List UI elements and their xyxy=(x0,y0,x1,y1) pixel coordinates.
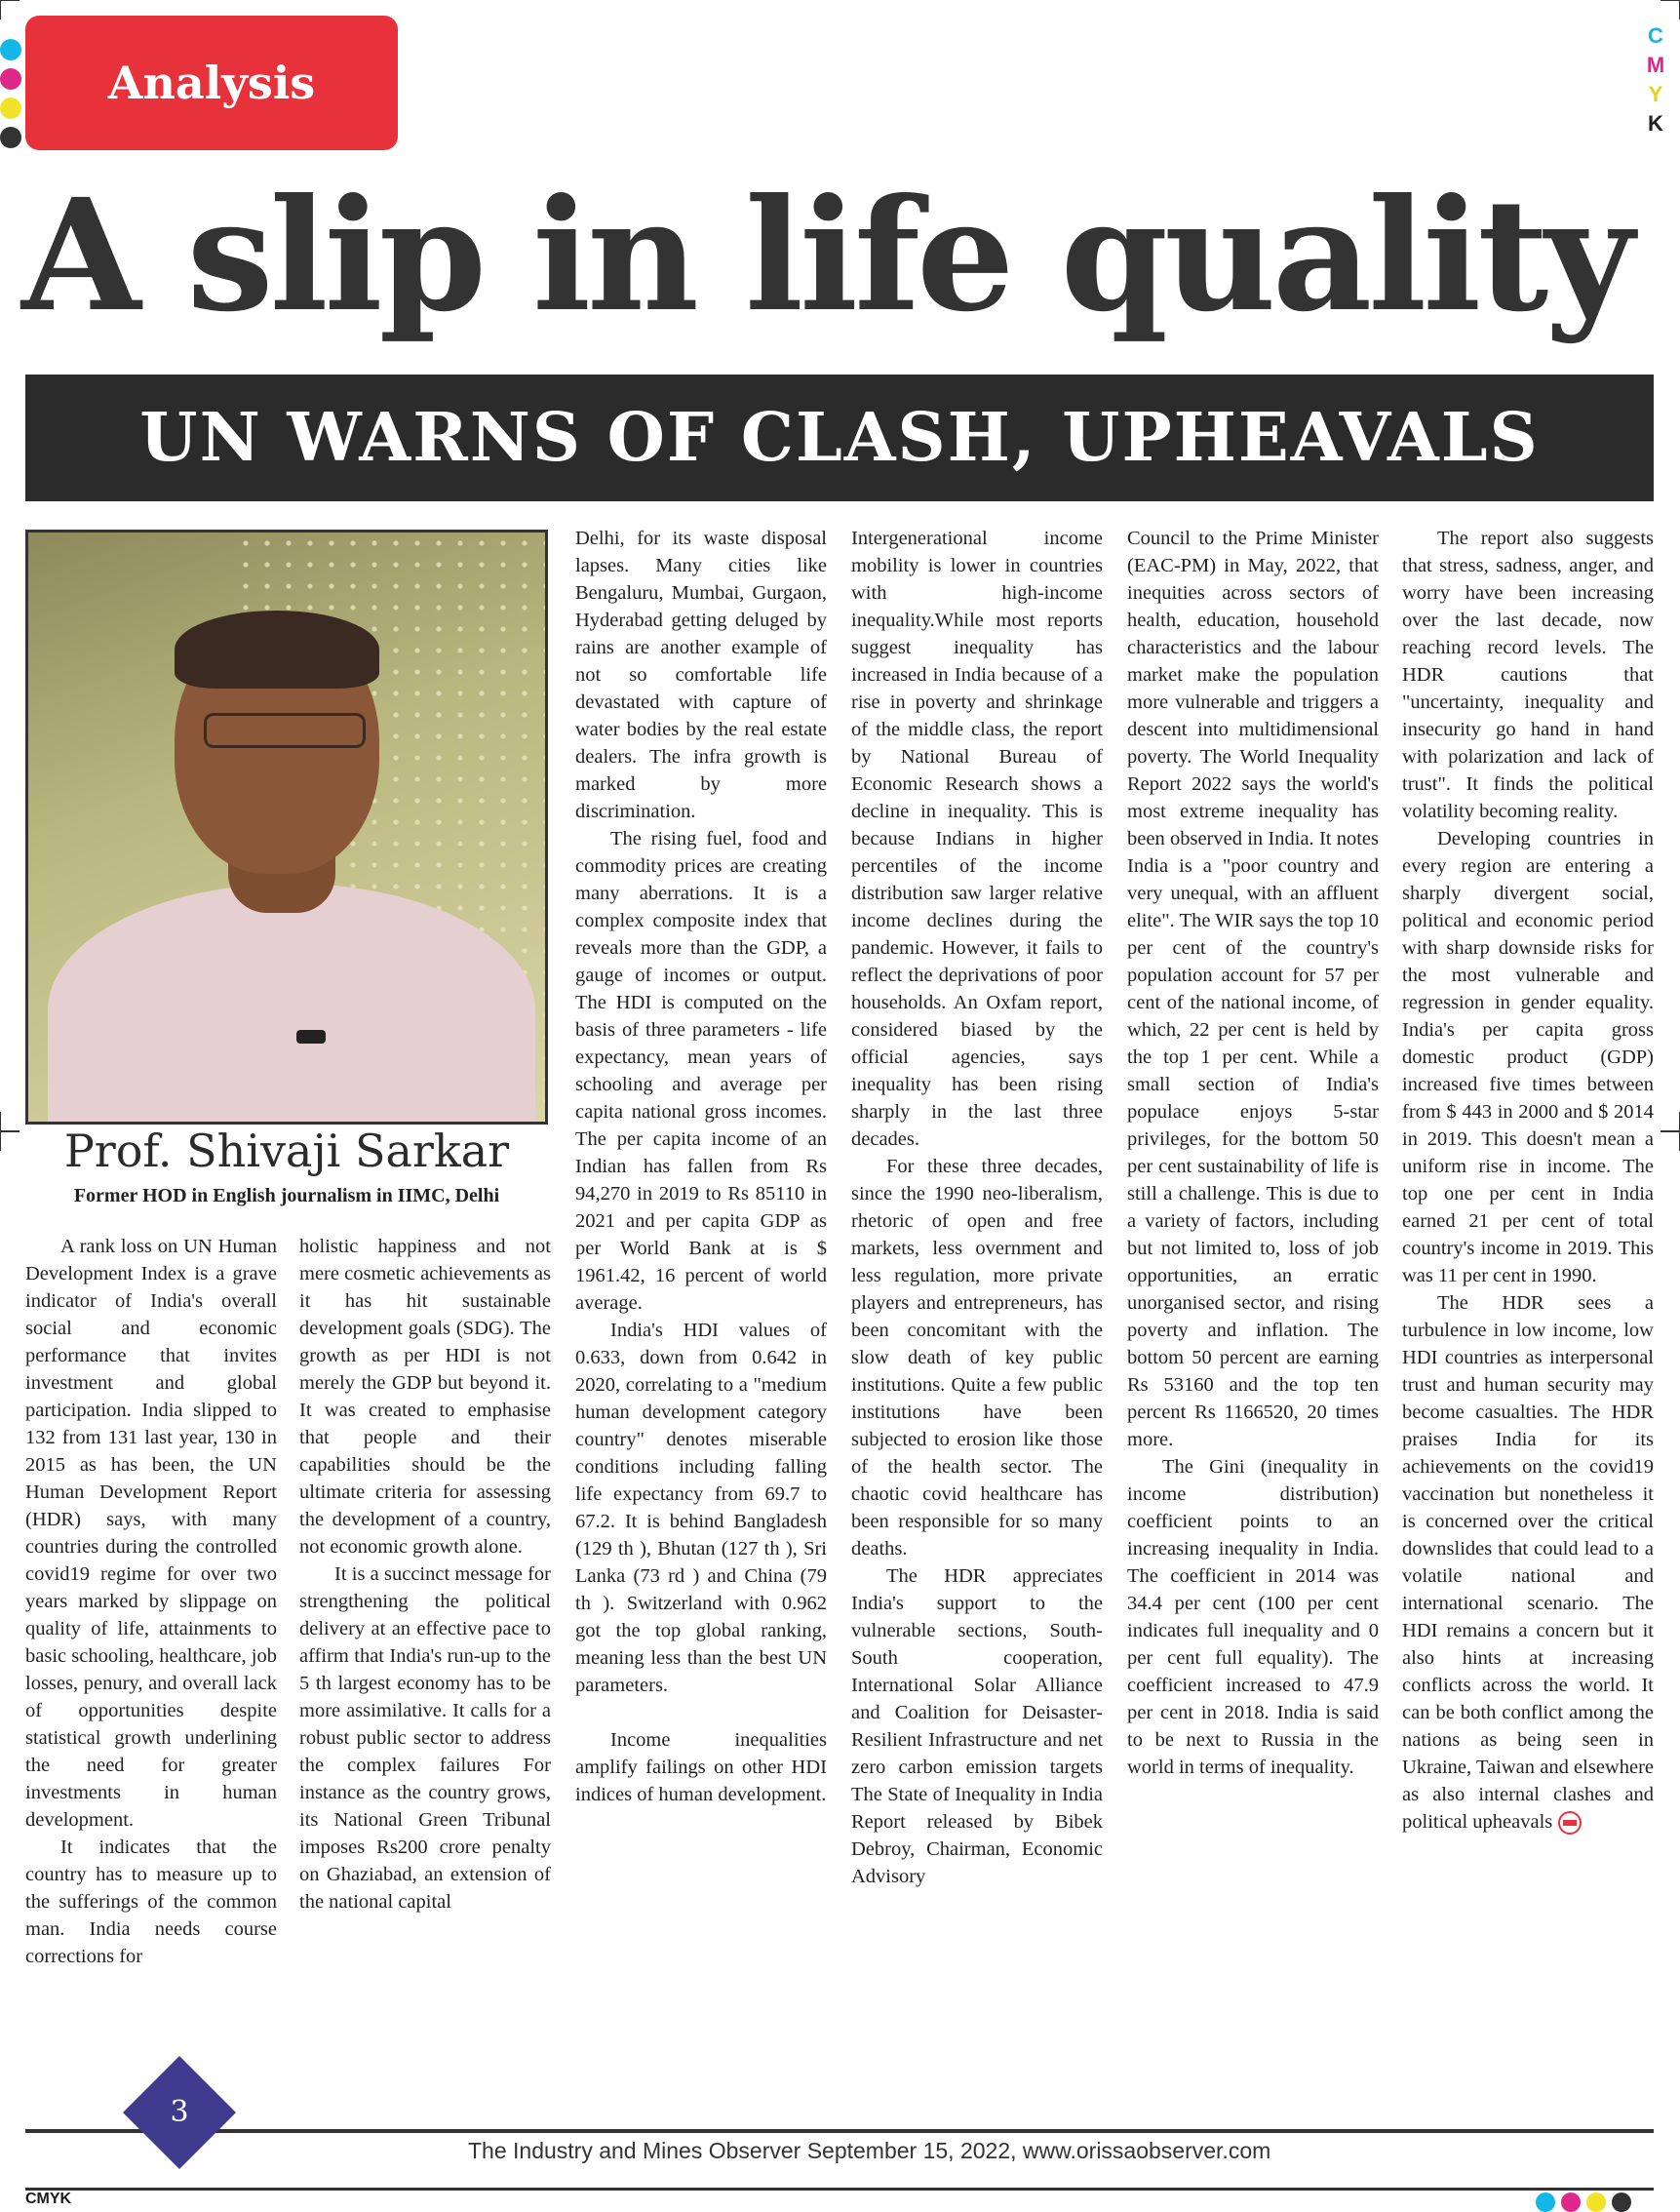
paragraph-text: The HDR sees a turbulence in low income, low HDI countries as interpersonal trust and human security may become casualties. The HDR praises India for its achievements on the covid19 vaccination but nonetheless it is concerned over the critical downslides that could lead to a volatile national and international scenario. The HDI remains a concern but it also hints at increasing conflicts across the world. It can be both conflict among the nations as being seen in Ukraine, Taiwan and elsewhere as also internal clashes and political upheavals xyxy=(1402,1292,1654,1833)
cyan-dot xyxy=(0,39,21,60)
paragraph: Delhi, for its waste disposal lapses. Many cities like Bengaluru, Mumbai, Gurgaon, Hyderabad getting deluged by rains are another example of not so comfortable life devastated with capture of water bodies by the real estate dealers. The infra growth is marked by more discrimination. xyxy=(575,528,827,822)
article-column-5 xyxy=(1127,525,1379,1781)
story-end-icon xyxy=(1558,1811,1582,1835)
article-column-1 xyxy=(25,1233,277,1970)
black-dot xyxy=(1612,2192,1631,2212)
paragraph: The HDR appreciates India's support to the vulnerable sections, South-South cooperation, International Solar Alliance and Coalition for Deisaster-Resilient Infrastructure and net zero carbon emission targets The State of Inequality in India Report released by Bibek Debroy, Chairman, Economic Advisory xyxy=(851,1565,1103,1887)
paragraph xyxy=(1402,1289,1654,1836)
headline: A slip in life quality xyxy=(21,166,1631,346)
author-photo xyxy=(25,530,548,1125)
cmyk-letter-m: M xyxy=(1646,53,1665,77)
paragraph: The Gini (inequality in income distribution) coefficient points to an increasing inequality in India. The coefficient in 2014 was 34.4 per cent (100 per cent indicates full inequality and 0 per cent full equality). The coefficient increased to 47.9 per cent in 2018. India is said to be next to Russia in the world in terms of inequality. xyxy=(1127,1456,1379,1778)
cmyk-color-dots xyxy=(0,39,23,156)
cmyk-dots-bottom xyxy=(1536,2192,1631,2212)
paragraph: India's HDI values of 0.633, down from 0.642 in 2020, correlating to a "medium human development category country" denotes miserable conditions including falling life expectancy from 69.7 to 67.2. It is behind Bangladesh (129 th ), Bhutan (127 th ), Sri Lanka (73 rd ) and China (79 th ). Switzerland with 0.962 got the top global ranking, meaning less than the best UN parameters. xyxy=(575,1320,827,1696)
paragraph: Intergenerational income mobility is lower in countries with high-income inequality.While most reports suggest inequality has increased in India because of a rise in poverty and shrinkage of the middle class, the report by National Bureau of Economic Research shows a decline in inequality. This is because Indians in higher percentiles of the income distribution saw larger relative income declines during the pandemic. However, it fails to reflect the deprivations of poor households. An Oxfam report, considered biased by the official agencies, says inequality has been rising sharply in the last three decades. xyxy=(851,528,1103,1150)
paragraph: The rising fuel, food and commodity prices are creating many aberrations. It is a complex composite index that reveals more than the GDP, a gauge of incomes or output. The HDI is computed on the basis of three parameters - life expectancy, mean years of schooling and average per capita national gross incomes. The per capita income of an Indian has fallen from Rs 94,270 in 2019 to Rs 85110 in 2021 and per capita GDP as per World Bank at is $ 1961.42, 16 percent of world average. xyxy=(575,828,827,1314)
registration-mark-left xyxy=(0,1112,20,1151)
article-column-6 xyxy=(1402,525,1654,1836)
cmyk-mark-bottom: CMYK xyxy=(25,2191,72,2207)
article-column-2 xyxy=(299,1233,551,1916)
registration-mark-top-left xyxy=(0,0,20,20)
subheadline-bar xyxy=(25,375,1654,501)
article-column-3 xyxy=(575,525,827,1808)
author-name: Prof. Shivaji Sarkar xyxy=(63,1125,510,1177)
registration-mark-right xyxy=(1660,1112,1680,1151)
registration-mark-top-right xyxy=(1660,0,1680,20)
footer-rule-bottom xyxy=(25,2188,1654,2191)
paragraph: It is a succinct message for strengthening the political delivery at an effective pace to affirm that India's run-up to the 5 th largest economy has to be more assimilative. It calls for a robust public sector to address the complex failures For instance as the country grows, its National Green Tribunal imposes Rs200 crore penalty on Ghaziabad, an extension of the national capital xyxy=(299,1563,551,1913)
paragraph: Income inequalities amplify failings on other HDI indices of human development. xyxy=(575,1729,827,1805)
cmyk-letter-y: Y xyxy=(1648,82,1663,106)
black-dot xyxy=(0,127,21,148)
paragraph: The report also suggests that stress, sadness, anger, and worry have been increasing over the last decade, now reaching record levels. The HDR cautions that "uncertainty, inequality and insecurity go hand in hand with polarization and lack of trust". It finds the political volatility becoming reality. xyxy=(1402,528,1654,822)
paragraph: Developing countries in every region are entering a sharply divergent social, political and economic period with sharp downside risks for the most vulnerable and regression in gender equality. India's per capita gross domestic product (GDP) increased five times between from $ 443 in 2000 and $ 2014 in 2019. This doesn't mean a uniform rise in income. The top one per cent in India earned 21 per cent of total country's income in 2019. This was 11 per cent in 1990. xyxy=(1402,828,1654,1286)
yellow-dot xyxy=(1586,2192,1606,2212)
cyan-dot xyxy=(1536,2192,1555,2212)
paragraph: A rank loss on UN Human Development Index is a grave indicator of India's overall social and economic performance that invites investment and global participation. India slipped to 132 from 131 last year, 130 in 2015 as has been, the UN Human Development Report (HDR) says, with many countries during the controlled covid19 regime for over two years marked by slippage on quality of life, attainments to basic schooling, healthcare, job losses, penury, and overall lack of opportunities despite statistical growth underlining the need for greater investments in human development. xyxy=(25,1236,277,1831)
paragraph: holistic happiness and not mere cosmetic achievements as it has hit sustainable development goals (SDG). The growth as per HDI is not merely the GDP but beyond it. It was created to emphasise that people and their capabilities should be the ultimate criteria for assessing the development of a country, not economic growth alone. xyxy=(299,1236,551,1558)
footer-rule xyxy=(25,2129,1654,2133)
article-column-4 xyxy=(851,525,1103,1890)
paragraph: For these three decades, since the 1990 neo-liberalism, rhetoric of open and free markets, less overnment and less regulation, more private players and entrepreneurs, has been concomitant with the slow death of key public institutions. Quite a few public institutions have been subjected to erosion like those of the health sector. The chaotic covid healthcare has been responsible for so many deaths. xyxy=(851,1156,1103,1560)
subheadline: UN WARNS OF CLASH, UPHEAVALS xyxy=(139,399,1540,477)
section-tag: Analysis xyxy=(25,16,398,150)
cmyk-letter-k: K xyxy=(1648,111,1663,136)
paragraph: It indicates that the country has to measure up to the sufferings of the common man. India needs course corrections for xyxy=(25,1837,277,1967)
author-role: Former HOD in English journalism in IIMC, Delhi xyxy=(73,1185,500,1206)
yellow-dot xyxy=(0,98,21,119)
magenta-dot xyxy=(0,68,21,90)
cmyk-letters xyxy=(1641,21,1670,138)
footer-text: The Industry and Mines Observer September 15, 2022, www.orissaobserver.com xyxy=(468,2138,1271,2163)
page-number: 3 xyxy=(170,2095,189,2129)
cmyk-letter-c: C xyxy=(1648,23,1663,48)
magenta-dot xyxy=(1561,2192,1581,2212)
paragraph: Council to the Prime Minister (EAC-PM) in May, 2022, that inequities across sectors of health, education, household characteristics and the labour market make the population more vulnerable and triggers a descent into multidimensional poverty. The World Inequality Report 2022 says the world's most extreme inequality has been observed in India. It notes India is a "poor country and very unequal, with an affluent elite". The WIR says the top 10 per cent of the country's population account for 57 per cent of the national income, of which, 22 per cent is held by the top 1 per cent. While a small section of India's populace enjoys 5-star privileges, for the bottom 50 per cent sustainability of life is still a challenge. This is due to a variety of factors, including but not limited to, loss of job opportunities, an erratic unorganised sector, and rising poverty and inflation. The bottom 50 percent are earning Rs 53160 and the top ten percent Rs 1166520, 20 times more. xyxy=(1127,528,1379,1450)
